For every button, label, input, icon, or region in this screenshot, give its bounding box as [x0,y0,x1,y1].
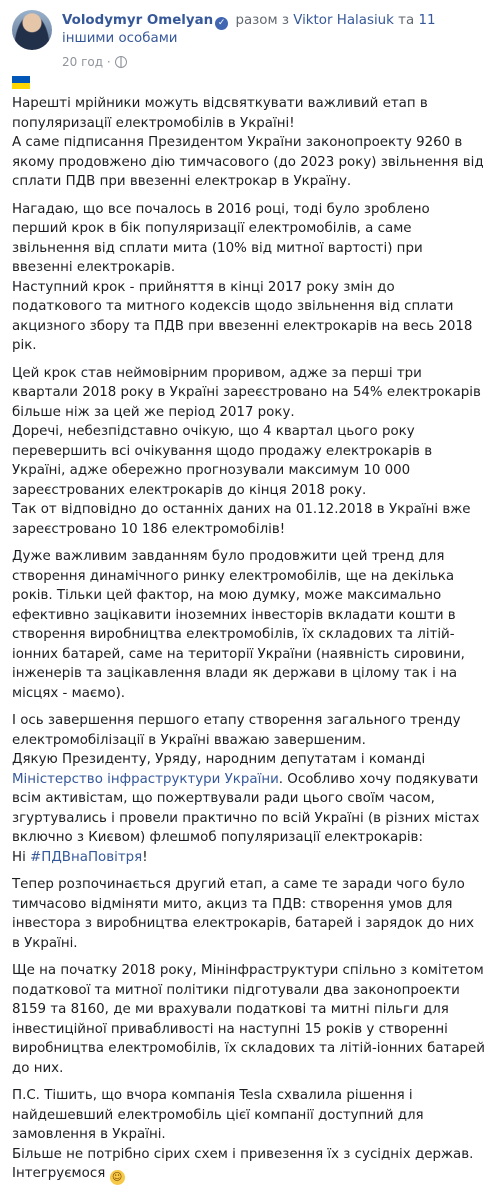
paragraph-2: Нагадаю, що все почалось в 2016 році, тоді було зроблено перший крок в бік популяризації електромобілів, а саме звільнення від сплати мита (10% від митної вартості) при ввезенні електрокарів. Наступний крок - прийняття в кінці 2017 року змін до податкового та митного кодексів щодо звільнення від сплати акцизного збору та ПДВ при ввезенні електрокарів на весь 2018 рік. [12,201,473,353]
ministry-link[interactable]: Міністерство інфраструктури України [12,771,279,787]
paragraph-8-text: П.С. Тішить, що вчора компанія Tesla схвалила рішення і найдешевший електромобіль цієї компанії доступний для замовлення в Україні. Більше не потрібно сірих схем і привезення їх з сусідніх держав. Інтегруємося [12,1088,474,1181]
post-meta: 20 год · [62,54,127,70]
with-text: разом з [235,13,289,28]
globe-icon [115,56,127,68]
post-header-text [62,12,490,48]
hashtag-link[interactable]: #ПДВнаПовітря [30,849,143,865]
paragraph-5 [12,711,486,867]
verified-badge-icon: ✓ [215,17,228,30]
paragraph-6: Тепер розпочинається другий етап, а саме те заради чого було тимчасово відміняти мито, акциз та ПДВ: створення умов для інвестора з виробництва електрокарів, батарей і зарядок до них в Україні. [12,877,475,951]
paragraph-8 [12,1086,486,1185]
and-text: та [398,13,415,28]
post-body [12,76,486,1193]
paragraph-1: Нарешті мрійники можуть відсвяткувати важливий етап в популяризації електромобілів в Україні! А саме підписання Президентом України законопроекту 9260 в якому продовжено дію тимчасового (до 2023 року) звільнення від сплати ПДВ при ввезенні електрокар в Україну. [12,96,484,189]
paragraph-3: Цей крок став неймовірним проривом, адже за перші три квартали 2018 року в Україні зареєстровано на 54% електрокарів більше ніж за цей же період 2017 року. Доречі, небезпідставно очікую, що 4 квартал цього року перевершить всі очікування щодо продажу електрокарів в Україні, адже обережно прогнозували максимум 10 000 зареєстрованих електрокарів до кінця 2018 року. Так от відповідно до останніх даних на 01.12.2018 в Україні вже зареєстровано 10 186 електромобілів! [12,365,481,537]
post-header [12,10,490,69]
smile-emoji-icon: ☺ [110,1170,125,1185]
paragraph-7: Ще на початку 2018 року, Мінінфраструктури спільно з комітетом податкової та митної політики підготували два законопроекти 8159 та 8160, де ми врахували податкові та митні пільги для інвестиційної привабливості на наступні 15 років у створенні виробництва електромобілів, їх складових та літій-іонних батарей до них. [12,963,486,1076]
ukraine-flag-icon [12,76,30,89]
paragraph-4: Дуже важливим завданням було продовжити цей тренд для створення динамічного ринку електромобілів, ще на декілька років. Тільки цей фактор, на мою думку, може максимально ефективно зацікавити іноземних інвесторів вкладати кошти в створення виробництва електромобілів, їх складових та літій-іонних батарей, саме на території України (наявність сировини, інженерів та зацікавлення влади як держави в цілому так і на місцях - маємо). [12,549,465,701]
paragraph-5-text-b: . Особливо хочу подякувати всім активістам, що пожертвували ради цього своїм часом, згуртувались і провели практично по всій Україні (в різних містах включно з Києвом) флешмоб популяризації електрокарів: Ні [12,771,480,865]
avatar[interactable] [12,10,52,50]
tagged-user-link[interactable]: Viktor Halasiuk [293,13,394,28]
paragraph-5-text-c: ! [142,849,148,865]
author-name[interactable]: Volodymyr Omelyan [62,13,214,28]
paragraph-5-text-a: І ось завершення першого етапу створення загального тренду електромобілізації в Україні вважаю завершеним. Дякую Президенту, Уряду, народним депутатам і команді [12,713,461,767]
post-time[interactable]: 20 год [62,55,104,69]
others-link[interactable]: 11 іншими особами [62,13,436,46]
